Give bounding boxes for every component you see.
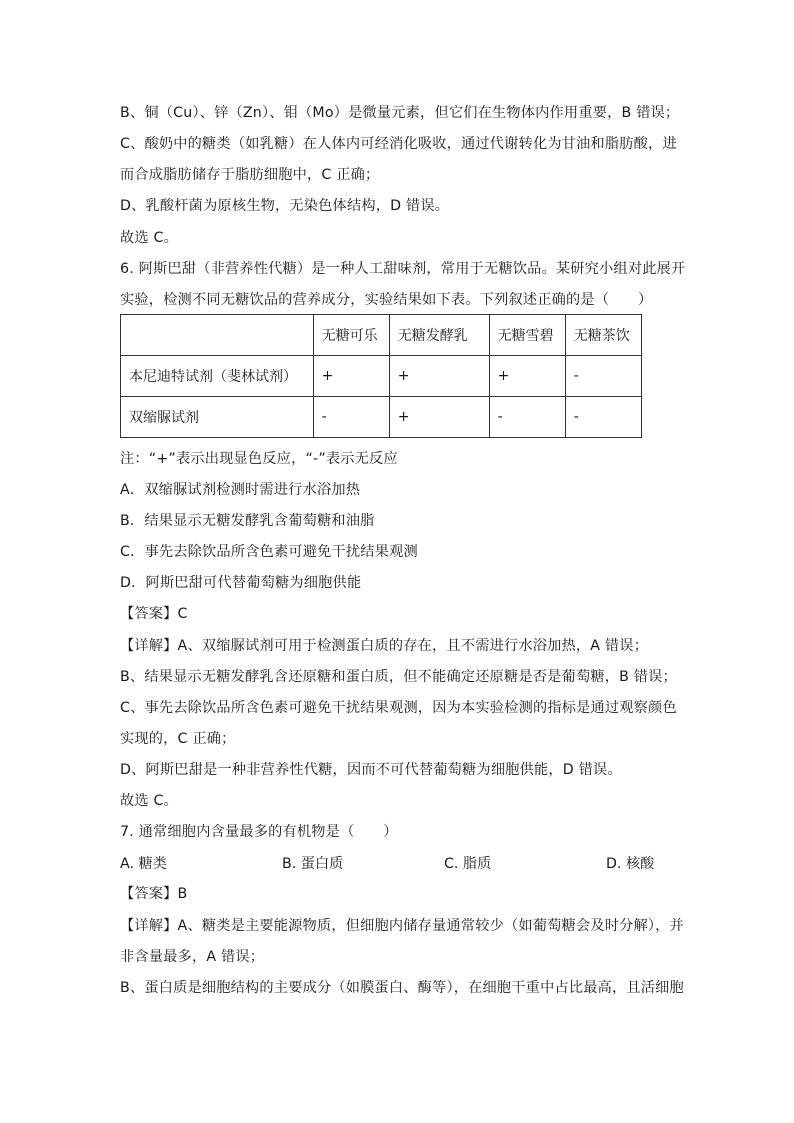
table-row — [121, 397, 642, 438]
text-line: D、乳酸杆菌为原核生物，无染色体结构，D 错误。 — [120, 198, 450, 214]
table-header-cell — [121, 315, 314, 356]
table-cell: + — [313, 356, 389, 397]
table-cell: 本尼迪特试剂（斐林试剂） — [121, 356, 314, 397]
table-header-cell: 无糖茶饮 — [565, 315, 641, 356]
explanation-line: 【详解】A、糖类是主要能源物质，但细胞内储存量通常较少（如葡萄糖会及时分解），并 — [120, 918, 684, 934]
table-header-cell: 无糖发酵乳 — [389, 315, 489, 356]
option-c: C. 脂质 — [444, 856, 492, 872]
option-c: C．事先去除饮品所含色素可避免干扰结果观测 — [120, 544, 418, 560]
table-header-cell: 无糖可乐 — [313, 315, 389, 356]
question-6-stem: 实验，检测不同无糖饮品的营养成分，实验结果如下表。下列叙述正确的是（ ） — [120, 292, 653, 308]
answer-label: 【答案】B — [120, 886, 188, 902]
text-line: B、铜（Cu）、锌（Zn）、钼（Mo）是微量元素，但它们在生物体内作用重要，B 错误； — [120, 105, 680, 121]
explanation-line: B、结果显示无糖发酵乳含还原糖和蛋白质，但不能确定还原糖是否是葡萄糖，B 错误； — [120, 669, 677, 685]
table-cell: - — [565, 397, 641, 438]
explanation-line: 故选 C。 — [120, 793, 178, 809]
table-cell: - — [565, 356, 641, 397]
question-6-stem: 6. 阿斯巴甜（非营养性代糖）是一种人工甜味剂，常用于无糖饮品。某研究小组对此展开 — [120, 261, 686, 277]
text-line: 而合成脂肪储存于脂肪细胞中，C 正确； — [120, 167, 380, 183]
answer-label: 【答案】C — [120, 606, 188, 622]
option-a: A．双缩脲试剂检测时需进行水浴加热 — [120, 482, 361, 498]
table-cell: - — [489, 397, 565, 438]
explanation-line: 实现的，C 正确； — [120, 731, 236, 747]
question-7-options — [120, 853, 680, 873]
table-cell: + — [489, 356, 565, 397]
option-b: B．结果显示无糖发酵乳含葡萄糖和油脂 — [120, 513, 375, 529]
option-b: B. 蛋白质 — [282, 856, 344, 872]
table-cell: + — [389, 356, 489, 397]
table-note: 注：“+”表示出现显色反应，“-”表示无反应 — [120, 451, 398, 467]
text-line: C、酸奶中的糖类（如乳糖）在人体内可经消化吸收，通过代谢转化为甘油和脂肪酸，进 — [120, 136, 677, 152]
table-cell: + — [389, 397, 489, 438]
table-cell: - — [313, 397, 389, 438]
table-header-cell: 无糖雪碧 — [489, 315, 565, 356]
results-table — [120, 314, 642, 438]
explanation-line: D、阿斯巴甜是一种非营养性代糖，因而不可代替葡萄糖为细胞供能，D 错误。 — [120, 762, 622, 778]
explanation-line: C、事先去除饮品所含色素可避免干扰结果观测，因为本实验检测的指标是通过观察颜色 — [120, 700, 677, 716]
question-7-stem: 7. 通常细胞内含量最多的有机物是（ ） — [120, 824, 398, 840]
option-d: D．阿斯巴甜可代替葡萄糖为细胞供能 — [120, 575, 362, 591]
option-d: D. 核酸 — [606, 856, 655, 872]
table-cell: 双缩脲试剂 — [121, 397, 314, 438]
explanation-line: 非含量最多，A 错误； — [120, 949, 265, 965]
option-a: A. 糖类 — [120, 856, 167, 872]
explanation-line: 【详解】A、双缩脲试剂可用于检测蛋白质的存在，且不需进行水浴加热，A 错误； — [120, 638, 649, 654]
table-row — [121, 356, 642, 397]
text-line: 故选 C。 — [120, 230, 178, 246]
table-header-row — [121, 315, 642, 356]
explanation-line: B、蛋白质是细胞结构的主要成分（如膜蛋白、酶等），在细胞干重中占比最高，且活细胞 — [120, 980, 684, 996]
